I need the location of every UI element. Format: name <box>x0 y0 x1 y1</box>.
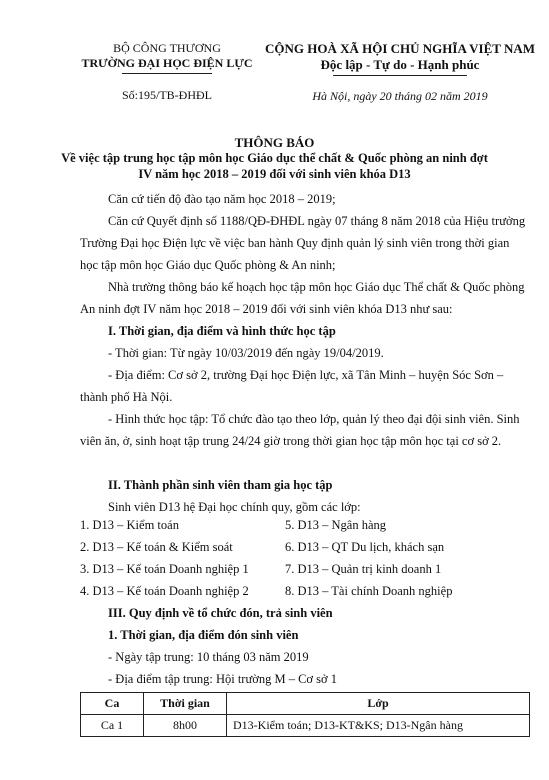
class-list-item: 6. D13 – QT Du lịch, khách sạn <box>285 540 445 554</box>
issue-date: Hà Nội, ngày 20 tháng 02 năm 2019 <box>312 89 488 103</box>
class-list-item: 5. D13 – Ngân hàng <box>285 518 387 532</box>
class-list-item: 7. D13 – Quản trị kinh doanh 1 <box>285 562 442 576</box>
table-header-row <box>81 693 530 715</box>
section2-intro: Sinh viên D13 hệ Đại học chính quy, gồm các lớp: <box>108 500 361 514</box>
national-motto: Độc lập - Tự do - Hạnh phúc <box>320 57 480 72</box>
pickup-schedule-table <box>80 692 530 737</box>
section1-heading: I. Thời gian, địa điểm và hình thức học tập <box>108 324 336 338</box>
table-row <box>81 715 530 737</box>
section2-heading: II. Thành phần sinh viên tham gia học tập <box>108 478 333 492</box>
table-header-cell: Thời gian <box>144 693 227 715</box>
intro-announcement: Nhà trường thông báo kế hoạch học tập môn học Giáo dục Thể chất & Quốc phòng An ninh đợt IV năm học 2018 – 2019 đối với sinh viên khóa D13 như sau: <box>80 280 525 316</box>
section1-time: - Thời gian: Từ ngày 10/03/2019 đến ngày 19/04/2019. <box>108 346 384 360</box>
intro-basis-2: Căn cứ Quyết định số 1188/QĐ-ĐHĐL ngày 07 tháng 8 năm 2018 của Hiệu trưởng Trường Đại học Điện lực về việc ban hành Quy định quản lý sinh viên trong thời gian học tập môn học Giáo dục Quốc phòng & An ninh; <box>80 214 526 272</box>
section3-date: - Ngày tập trung: 10 tháng 03 năm 2019 <box>108 650 309 664</box>
header-right-rule <box>333 75 467 76</box>
doc-number: Số:195/TB-ĐHĐL <box>122 88 212 102</box>
notice-subtitle-line1: Về việc tập trung học tập môn học Giáo dục thể chất & Quốc phòng an ninh đợt <box>61 151 488 165</box>
table-cell: D13-Kiểm toán; D13-KT&KS; D13-Ngân hàng <box>227 715 530 737</box>
section1-place: - Địa điểm: Cơ sở 2, trường Đại học Điện lực, xã Tân Minh – huyện Sóc Sơn – thành phố Hà Nội. <box>80 368 504 404</box>
country-name: CỘNG HOÀ XÃ HỘI CHỦ NGHĨA VIỆT NAM <box>264 41 536 56</box>
section3-sub1: 1. Thời gian, địa điểm đón sinh viên <box>108 628 299 642</box>
table-header-cell: Ca <box>81 693 144 715</box>
class-list-item: 2. D13 – Kế toán & Kiểm soát <box>80 540 233 554</box>
section3-place: - Địa điểm tập trung: Hội trường M – Cơ sở 1 <box>108 672 338 686</box>
notice-subtitle-line2: IV năm học 2018 – 2019 đối với sinh viên khóa D13 <box>138 167 411 181</box>
table-header-cell: Lớp <box>227 693 530 715</box>
class-list-item: 3. D13 – Kế toán Doanh nghiệp 1 <box>80 562 249 576</box>
class-list-item: 1. D13 – Kiểm toán <box>80 518 179 532</box>
class-list-item: 8. D13 – Tài chính Doanh nghiệp <box>285 584 453 598</box>
intro-basis-1: Căn cứ tiến độ đào tạo năm học 2018 – 2019; <box>108 192 336 206</box>
table-cell: Ca 1 <box>81 715 144 737</box>
section1-form: - Hình thức học tập: Tổ chức đào tạo theo lớp, quản lý theo đại đội sinh viên. Sinh viên ăn, ở, sinh hoạt tập trung 24/24 giờ trong thời gian học tập môn học tại cơ sở 2. <box>80 412 520 448</box>
ministry-name: BỘ CÔNG THƯƠNG <box>113 41 221 55</box>
class-list-item: 4. D13 – Kế toán Doanh nghiệp 2 <box>80 584 249 598</box>
header-left-rule <box>122 73 212 74</box>
section3-heading: III. Quy định về tổ chức đón, trả sinh viên <box>108 606 333 620</box>
table-cell: 8h00 <box>144 715 227 737</box>
notice-title: THÔNG BÁO <box>234 135 315 150</box>
school-name: TRƯỜNG ĐẠI HỌC ĐIỆN LỰC <box>81 56 253 70</box>
